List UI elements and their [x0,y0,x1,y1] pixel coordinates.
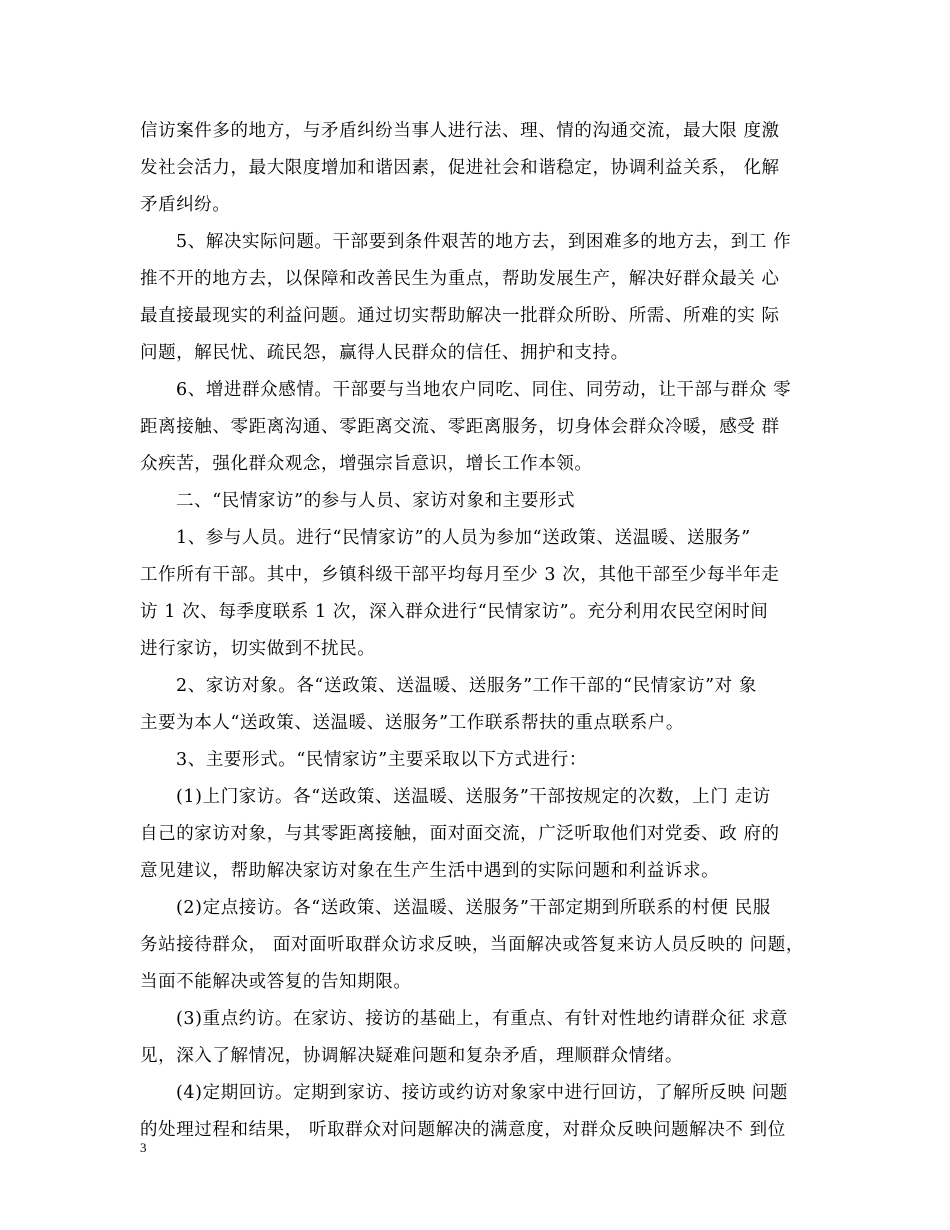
text-line-4: 5、解决实际问题。干部要到条件艰苦的地方去，到困难多的地方去，到工 作 [176,232,792,252]
text-line-5: 推不开的地方去，以保障和改善民生为重点，帮助发展生产，解决好群众最关 心 [140,269,780,289]
text-line-13: 工作所有干部。其中，乡镇科级干部平均每月至少 3 次，其他干部至少每半年走 [140,565,780,585]
text-line-26: 见，深入了解情况，协调解决疑难问题和复杂矛盾，理顺群众情绪。 [140,1046,683,1066]
text-line-6: 最直接最现实的利益问题。通过切实帮助解决一批群众所盼、所需、所难的实 际 [140,306,780,326]
text-line-21: 意见建议，帮助解决家访对象在生产生活中遇到的实际问题和利益诉求。 [140,861,720,881]
text-line-15: 进行家访，切实做到不扰民。 [140,639,376,659]
text-line-27: (4)定期回访。定期到家访、接访或约访对象家中进行回访，了解所反映 问题 [176,1083,788,1103]
text-line-18: 3、主要形式。“民情家访”主要采取以下方式进行： [176,750,587,770]
text-line-17: 主要为本人“送政策、送温暖、送服务”工作联系帮扶的重点联系户。 [140,713,684,733]
text-line-3: 矛盾纠纷。 [140,195,231,215]
text-line-25: (3)重点约访。在家访、接访的基础上，有重点、有针对性地约请群众征 求意 [176,1009,788,1029]
text-line-19: (1)上门家访。各“送政策、送温暖、送服务”干部按规定的次数，上门 走访 [176,787,771,807]
text-line-24: 当面不能解决或答复的告知期限。 [140,972,412,992]
text-line-28: 的处理过程和结果， 听取群众对问题解决的满意度，对群众反映问题解决不 到位 [140,1120,786,1140]
text-line-14: 访 1 次、每季度联系 1 次，深入群众进行“民情家访”。充分利用农民空闲时间 [140,602,769,622]
text-line-2: 发社会活力，最大限度增加和谐因素，促进社会和谐稳定，协调利益关系， 化解 [140,158,780,178]
text-line-7: 问题，解民忧、疏民怨，赢得人民群众的信任、拥护和支持。 [140,343,629,363]
text-line-12: 1、参与人员。进行“民情家访”的人员为参加“送政策、送温暖、送服务” [176,528,751,548]
text-line-20: 自己的家访对象，与其零距离接触，面对面交流，广泛听取他们对党委、政 府的 [140,824,780,844]
text-line-1: 信访案件多的地方，与矛盾纠纷当事人进行法、理、情的沟通交流，最大限 度激 [140,121,780,141]
text-line-23: 务站接待群众， 面对面听取群众访求反映，当面解决或答复来访人员反映的 问题， [140,935,804,955]
text-line-22: (2)定点接访。各“送政策、送温暖、送服务”干部定期到所联系的村便 民服 [176,898,771,918]
text-line-9: 距离接触、零距离沟通、零距离交流、零距离服务，切身体会群众冷暖，感受 群 [140,417,780,437]
text-line-8: 6、增进群众感情。干部要与当地农户同吃、同住、同劳动，让干部与群众 零 [176,380,792,400]
page-number: 3 [140,1140,147,1155]
text-line-16: 2、家访对象。各“送政策、送温暖、送服务”工作干部的“民情家访”对 象 [176,676,757,696]
text-line-10: 众疾苦，强化群众观念，增强宗旨意识，增长工作本领。 [140,454,593,474]
section-heading: 二、“民情家访”的参与人员、家访对象和主要形式 [176,491,576,511]
